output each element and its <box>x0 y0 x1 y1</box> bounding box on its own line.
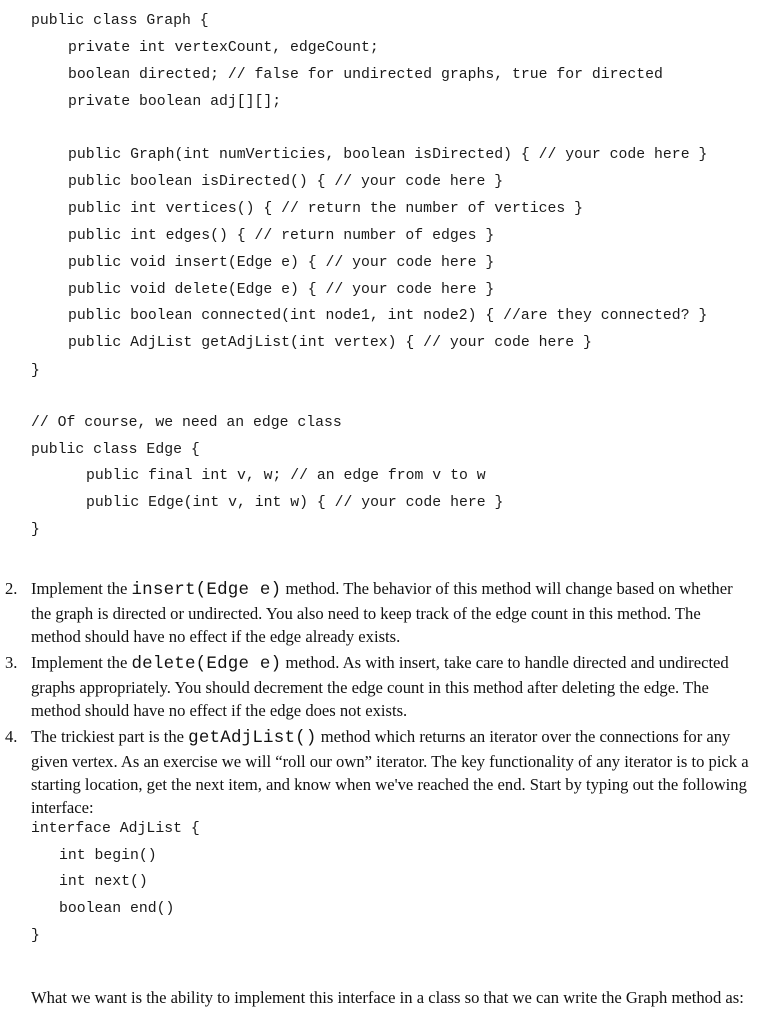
graph-field-line: boolean directed; // false for undirected graphs, true for directed <box>68 67 663 83</box>
list-item-text: method which returns an iterator over the connections for any given vertex. As an exercise we will “roll our own” iterator. The key functionality of any iterator is to pick a starting location, get the next item, and know when we've reached the end. Start by typing out the following interface: <box>31 727 749 817</box>
list-item-text: The trickiest part is the <box>31 727 189 746</box>
graph-class-header: public class Graph { <box>31 13 209 29</box>
list-item-getadjlist <box>5 725 753 819</box>
graph-method-line: public Graph(int numVerticies, boolean isDirected) { // your code here } <box>68 147 708 163</box>
list-item-text: Implement the <box>31 579 132 598</box>
list-item-insert <box>5 577 753 648</box>
graph-method-line: public boolean connected(int node1, int node2) { //are they connected? } <box>68 308 708 324</box>
inline-code: insert(Edge e) <box>131 580 282 600</box>
graph-method-line: public void insert(Edge e) { // your code here } <box>68 255 495 271</box>
graph-method-line: public void delete(Edge e) { // your code here } <box>68 282 495 298</box>
list-item-number: 3. <box>5 653 18 672</box>
edge-comment: // Of course, we need an edge class <box>31 415 342 431</box>
graph-method-line: public AdjList getAdjList(int vertex) { // your code here } <box>68 335 592 351</box>
edge-member-line: public final int v, w; // an edge from v to w <box>86 468 486 484</box>
graph-method-line: public int vertices() { // return the number of vertices } <box>68 201 584 217</box>
edge-class-closing-brace: } <box>31 522 40 538</box>
list-item-text: method. The behavior of this method will change based on whether the graph is directed or undirected. You also need to keep track of the edge count in this method. The method should have no effect if the edge already exists. <box>31 579 733 646</box>
adjlist-member-line: boolean end() <box>59 901 175 917</box>
list-item-text: Implement the <box>31 653 132 672</box>
closing-paragraph: What we want is the ability to implement this interface in a class so that we can write the Graph method as: <box>31 988 744 1007</box>
list-item-text: method. As with insert, take care to handle directed and undirected graphs appropriately. You should decrement the edge count in this method after deleting the edge. The method should have no effect if the edge does not exists. <box>31 653 729 720</box>
list-item-number: 4. <box>5 727 18 746</box>
graph-method-line: public boolean isDirected() { // your code here } <box>68 174 504 190</box>
adjlist-member-line: int begin() <box>59 848 157 864</box>
graph-class-closing-brace: } <box>31 363 40 379</box>
edge-member-line: public Edge(int v, int w) { // your code here } <box>86 495 504 511</box>
edge-class-header: public class Edge { <box>31 442 200 458</box>
list-item-number: 2. <box>5 579 18 598</box>
graph-field-line: private int vertexCount, edgeCount; <box>68 40 379 56</box>
adjlist-interface-header: interface AdjList { <box>31 821 200 837</box>
graph-method-line: public int edges() { // return number of edges } <box>68 228 495 244</box>
graph-field-line: private boolean adj[][]; <box>68 94 282 110</box>
list-item-delete <box>5 651 753 722</box>
inline-code: getAdjList() <box>188 728 317 748</box>
adjlist-member-line: int next() <box>59 874 148 890</box>
adjlist-interface-closing-brace: } <box>31 928 40 944</box>
inline-code: delete(Edge e) <box>131 654 282 674</box>
